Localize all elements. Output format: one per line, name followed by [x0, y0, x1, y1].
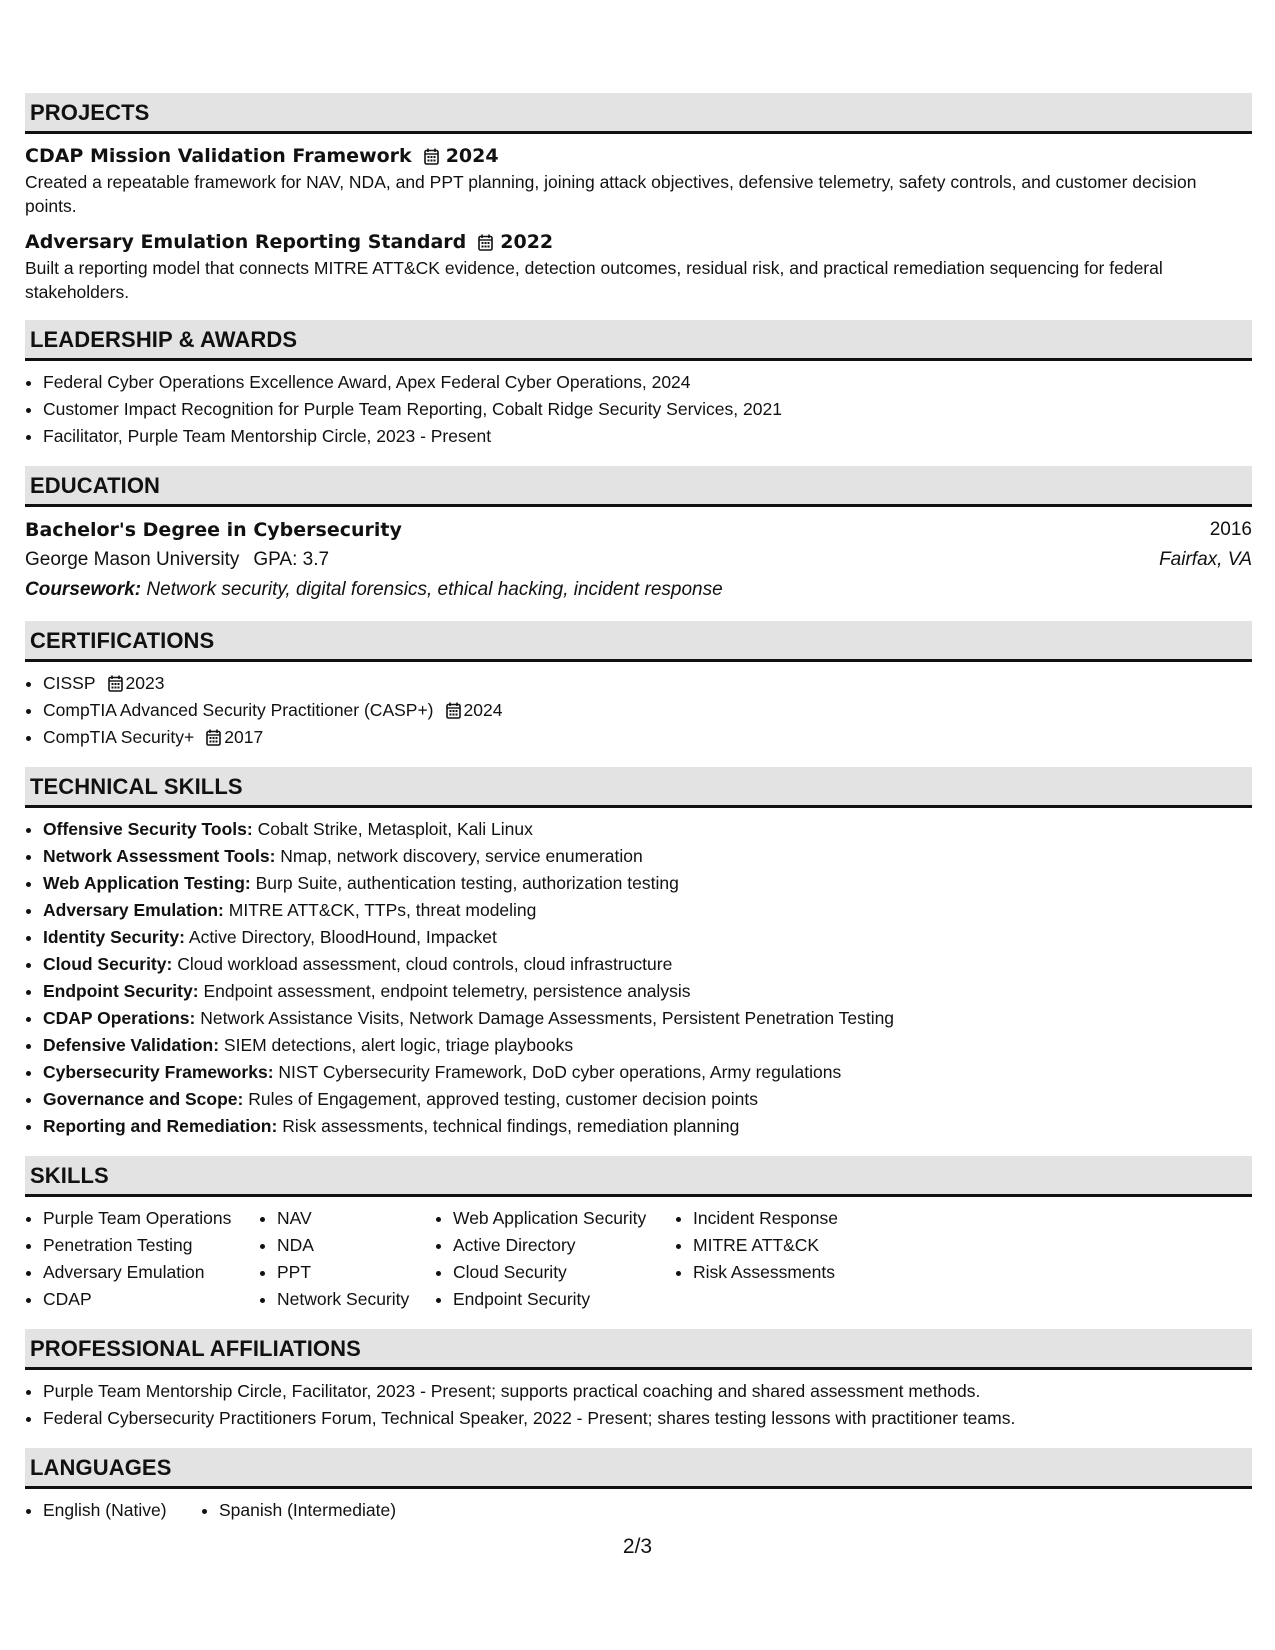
school-name: George Mason University	[25, 549, 240, 570]
degree-title: Bachelor's Degree in Cybersecurity	[25, 519, 402, 541]
calendar-icon	[424, 148, 439, 165]
skill-label: Network Assessment Tools:	[43, 846, 276, 866]
cert-name: • CISSP	[43, 673, 96, 693]
project-item	[25, 228, 1252, 304]
list-item: • Incident Response	[693, 1205, 893, 1232]
cert-year: 2023	[125, 673, 165, 693]
skills-column	[435, 1205, 675, 1313]
section-heading: LEADERSHIP & AWARDS	[25, 320, 1252, 361]
leadership-section	[25, 320, 1252, 450]
projects-section	[25, 93, 1252, 304]
coursework	[25, 575, 1252, 605]
affiliations-list	[25, 1378, 1252, 1432]
cert-name: • CompTIA Advanced Security Practitioner (CASP+)	[43, 700, 434, 720]
list-item: • CDAP	[43, 1286, 259, 1313]
skill-label: CDAP Operations:	[43, 1008, 196, 1028]
coursework-text: Network security, digital forensics, ethical hacking, incident response	[146, 579, 723, 600]
list-item	[43, 843, 1252, 870]
coursework-label: Coursework:	[25, 579, 142, 600]
skill-value: NIST Cybersecurity Framework, DoD cyber operations, Army regulations	[278, 1062, 842, 1082]
list-item	[43, 1005, 1252, 1032]
list-item: • Penetration Testing	[43, 1232, 259, 1259]
list-item: • NAV	[277, 1205, 435, 1232]
skill-value: Cobalt Strike, Metasploit, Kali Linux	[257, 819, 533, 839]
skill-label: Cloud Security:	[43, 954, 173, 974]
list-item: • Federal Cyber Operations Excellence Award, Apex Federal Cyber Operations, 2024	[43, 369, 1252, 396]
technical-skills-list	[25, 816, 1252, 1140]
skills-section	[25, 1156, 1252, 1313]
project-item	[25, 142, 1252, 218]
languages-list	[25, 1497, 1252, 1524]
cert-name: • CompTIA Security+	[43, 727, 195, 747]
list-item: • PPT	[277, 1259, 435, 1286]
skill-value: Rules of Engagement, approved testing, customer decision points	[248, 1089, 758, 1109]
awards-list	[25, 369, 1252, 450]
list-item: • MITRE ATT&CK	[693, 1232, 893, 1259]
section-heading: SKILLS	[25, 1156, 1252, 1197]
skill-label: Endpoint Security:	[43, 981, 199, 1001]
list-item	[43, 816, 1252, 843]
skill-value: Endpoint assessment, endpoint telemetry, persistence analysis	[203, 981, 691, 1001]
project-year: 2022	[500, 231, 554, 253]
skill-value: Risk assessments, technical findings, remediation planning	[282, 1116, 740, 1136]
languages-section	[25, 1448, 1252, 1524]
list-item: • Spanish (Intermediate)	[219, 1497, 396, 1524]
certifications-section	[25, 621, 1252, 751]
skill-label: Offensive Security Tools:	[43, 819, 253, 839]
technical-skills-section	[25, 767, 1252, 1140]
skills-grid	[25, 1205, 1252, 1313]
section-heading: TECHNICAL SKILLS	[25, 767, 1252, 808]
list-item: • English (Native)	[43, 1497, 201, 1524]
project-description: Built a reporting model that connects MITRE ATT&CK evidence, detection outcomes, residual risk, and practical remediation sequencing for federal stakeholders.	[25, 258, 1163, 302]
project-description: Created a repeatable framework for NAV, NDA, and PPT planning, joining attack objectives, defensive telemetry, safety controls, and customer decision points.	[25, 172, 1197, 216]
list-item: • Adversary Emulation	[43, 1259, 259, 1286]
section-heading: PROJECTS	[25, 93, 1252, 134]
list-item	[43, 897, 1252, 924]
list-item: • Purple Team Operations	[43, 1205, 259, 1232]
skills-column	[259, 1205, 435, 1313]
project-year: 2024	[445, 145, 499, 167]
list-item	[43, 697, 1252, 724]
skill-label: Web Application Testing:	[43, 873, 251, 893]
list-item	[43, 978, 1252, 1005]
list-item: • Cloud Security	[453, 1259, 675, 1286]
skill-value: SIEM detections, alert logic, triage playbooks	[223, 1035, 574, 1055]
skill-label: Cybersecurity Frameworks:	[43, 1062, 274, 1082]
affiliations-section	[25, 1329, 1252, 1432]
list-item: • Web Application Security	[453, 1205, 675, 1232]
list-item	[43, 724, 1252, 751]
skill-value: Network Assistance Visits, Network Damage Assessments, Persistent Penetration Testing	[200, 1008, 895, 1028]
section-heading: CERTIFICATIONS	[25, 621, 1252, 662]
certifications-list	[25, 670, 1252, 751]
skill-label: Reporting and Remediation:	[43, 1116, 278, 1136]
cert-year: 2017	[224, 727, 264, 747]
skill-value: Active Directory, BloodHound, Impacket	[188, 927, 497, 947]
graduation-year: 2016	[1209, 519, 1252, 540]
section-heading: PROFESSIONAL AFFILIATIONS	[25, 1329, 1252, 1370]
list-item	[43, 924, 1252, 951]
section-heading: EDUCATION	[25, 466, 1252, 507]
list-item	[43, 951, 1252, 978]
education-section	[25, 466, 1252, 605]
cert-year: 2024	[463, 700, 503, 720]
project-title: Adversary Emulation Reporting Standard	[25, 231, 467, 253]
list-item	[43, 670, 1252, 697]
skill-label: Identity Security:	[43, 927, 185, 947]
languages-column	[25, 1497, 201, 1524]
project-title: CDAP Mission Validation Framework	[25, 145, 412, 167]
calendar-icon	[446, 702, 461, 719]
section-heading: LANGUAGES	[25, 1448, 1252, 1489]
list-item	[43, 870, 1252, 897]
skill-value: Burp Suite, authentication testing, authorization testing	[255, 873, 679, 893]
skills-column	[675, 1205, 893, 1313]
skill-label: Governance and Scope:	[43, 1089, 244, 1109]
resume-page	[25, 93, 1252, 1540]
calendar-icon	[206, 729, 221, 746]
school-location: Fairfax, VA	[1159, 549, 1252, 570]
list-item	[43, 1059, 1252, 1086]
list-item: • Federal Cybersecurity Practitioners Forum, Technical Speaker, 2022 - Present; shares testing lessons with practitioner teams.	[43, 1405, 1252, 1432]
skills-column	[25, 1205, 259, 1313]
skill-label: Defensive Validation:	[43, 1035, 220, 1055]
calendar-icon	[108, 675, 123, 692]
list-item	[43, 1032, 1252, 1059]
skill-value: Nmap, network discovery, service enumeration	[280, 846, 643, 866]
list-item: • Risk Assessments	[693, 1259, 893, 1286]
list-item: • NDA	[277, 1232, 435, 1259]
gpa: GPA: 3.7	[253, 549, 330, 570]
list-item	[43, 1086, 1252, 1113]
list-item: • Customer Impact Recognition for Purple Team Reporting, Cobalt Ridge Security Services, 2021	[43, 396, 1252, 423]
list-item: • Network Security	[277, 1286, 435, 1313]
list-item: • Active Directory	[453, 1232, 675, 1259]
list-item: • Purple Team Mentorship Circle, Facilitator, 2023 - Present; supports practical coaching and shared assessment methods.	[43, 1378, 1252, 1405]
calendar-icon	[478, 234, 493, 251]
list-item: • Facilitator, Purple Team Mentorship Circle, 2023 - Present	[43, 423, 1252, 450]
skill-value: MITRE ATT&CK, TTPs, threat modeling	[228, 900, 537, 920]
list-item: • Endpoint Security	[453, 1286, 675, 1313]
list-item	[43, 1113, 1252, 1140]
skill-value: Cloud workload assessment, cloud controls, cloud infrastructure	[177, 954, 673, 974]
languages-column	[201, 1497, 396, 1524]
skill-label: Adversary Emulation:	[43, 900, 224, 920]
page-number: 2/3	[622, 1535, 653, 1558]
